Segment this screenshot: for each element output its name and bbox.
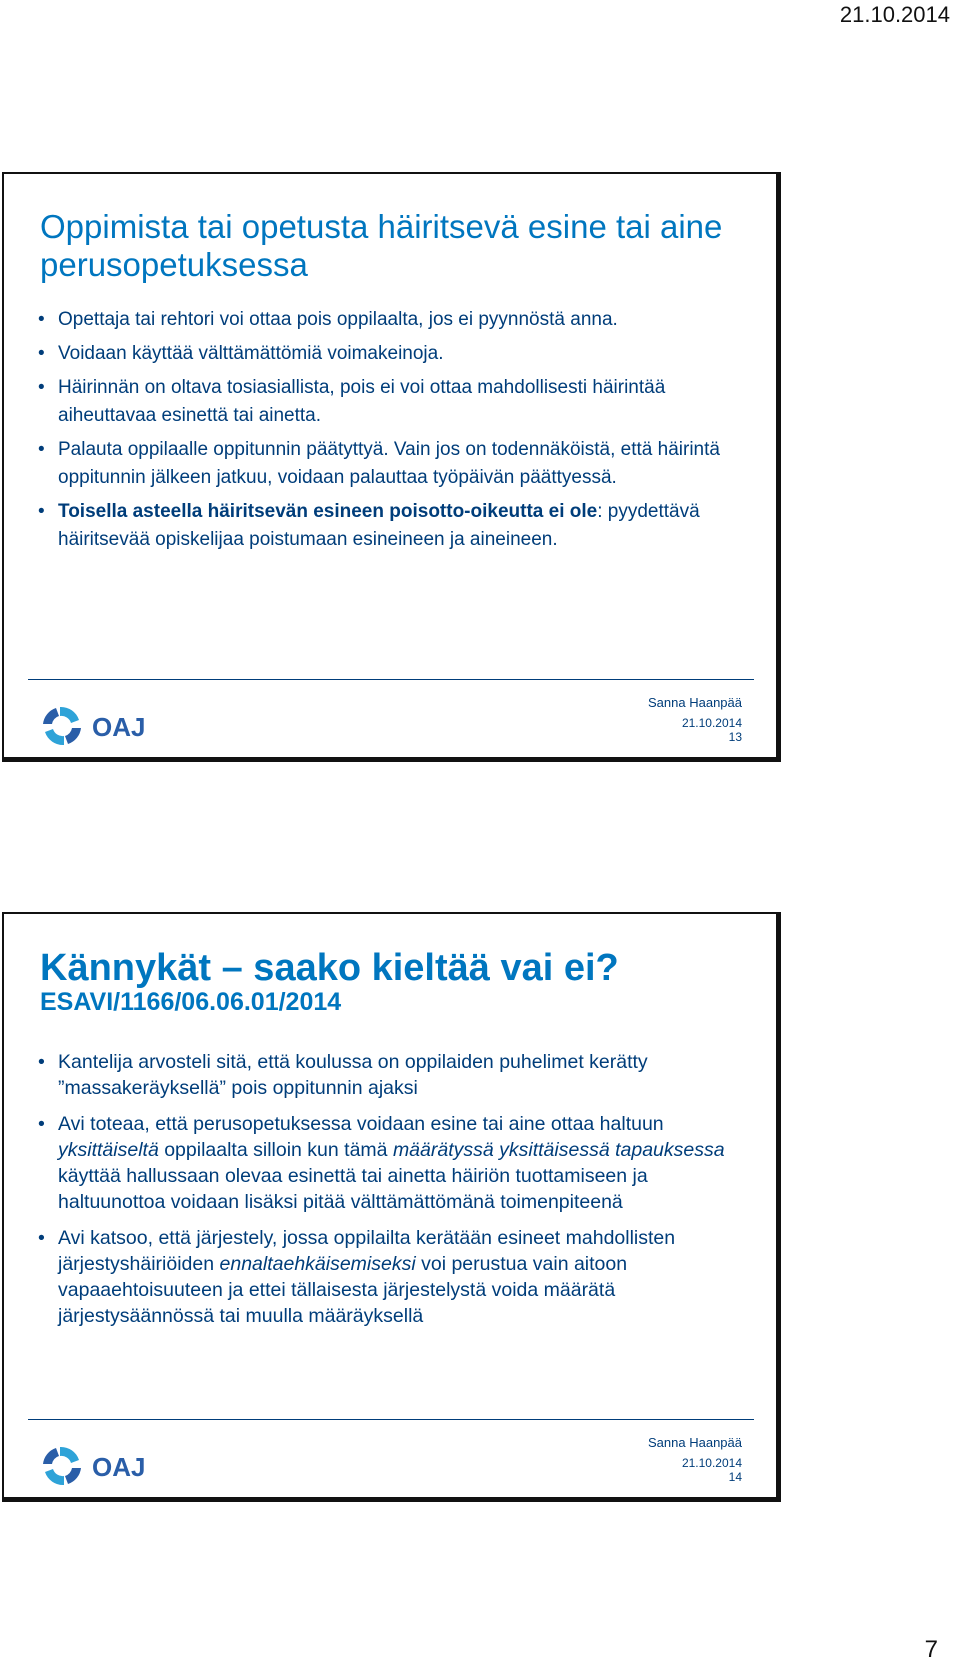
slide-14 [2, 912, 781, 1502]
list-item [38, 1049, 738, 1101]
author-name: Sanna Haanpää [648, 695, 742, 710]
bullet-text: Palauta oppilaalle oppitunnin päätyttyä. Vain jos on todennäköistä, että häirintä oppitunnin jälkeen jatkuu, voidaan palauttaa työpäivän päättyessä. [58, 439, 720, 488]
bullet-list [38, 1049, 738, 1339]
bullet-bold-text: Toisella asteella häiritsevän esineen poisotto-oikeutta ei ole [58, 501, 598, 522]
slide-date: 21.10.2014 [681, 1456, 742, 1470]
logo-text: OAJ [92, 712, 146, 742]
bullet-text: Avi toteaa, että perusopetuksessa voidaan esine tai aine ottaa haltuun [58, 1113, 664, 1135]
bullet-text: voi perustua vain aitoon vapaaehtoisuuteen ja ettei tällaisesta järjestelystä voida määrätä järjestysäännössä tai muulla määräyksellä [58, 1253, 628, 1327]
slide-date: 21.10.2014 [681, 716, 742, 730]
bullet-text: Avi katsoo, että järjestely, jossa oppilailta kerätään esineet mahdollisten järjestyshäiriöiden [58, 1227, 676, 1275]
bullet-italic-text: määrätyssä yksittäisessä tapauksessa [392, 1139, 725, 1161]
bullet-italic-text: yksittäiseltä [58, 1139, 159, 1161]
footer-divider [28, 679, 754, 680]
oaj-swirl-logo-icon [40, 704, 180, 748]
bullet-italic-text: ennaltaehkäisemiseksi [219, 1253, 416, 1275]
list-item [38, 436, 738, 492]
slide-number: 14 [728, 1470, 742, 1484]
slide-footer-meta [648, 694, 742, 744]
slide-subtitle: ESAVI/1166/06.06.01/2014 [40, 988, 342, 1016]
slide-title: Kännykät – saako kieltää vai ei? [40, 947, 619, 989]
list-item [38, 498, 738, 554]
list-item [38, 306, 738, 334]
list-item [38, 1111, 738, 1215]
bullet-text: Kantelija arvosteli sitä, että koulussa on oppilaiden puhelimet kerätty ”massakeräyksellä” pois oppitunnin ajaksi [58, 1051, 648, 1099]
bullet-list [38, 306, 738, 560]
list-item [38, 340, 738, 368]
footer-divider [28, 1419, 754, 1420]
bullet-text: Voidaan käyttää välttämättömiä voimakeinoja. [58, 343, 444, 364]
page-number: 7 [924, 1636, 938, 1663]
author-name: Sanna Haanpää [648, 1435, 742, 1450]
bullet-text: Opettaja tai rehtori voi ottaa pois oppilaalta, jos ei pyynnöstä anna. [58, 309, 618, 330]
bullet-text: : pyydettävä häiritsevää opiskelijaa poistumaan esineineen ja aineineen. [58, 501, 700, 550]
list-item [38, 1225, 738, 1329]
page-date: 21.10.2014 [839, 2, 950, 27]
logo-text: OAJ [92, 1452, 146, 1482]
oaj-logo [40, 704, 180, 748]
oaj-swirl-logo-icon [40, 1444, 180, 1488]
slide-footer-meta [648, 1434, 742, 1484]
list-item [38, 374, 738, 430]
oaj-logo [40, 1444, 180, 1488]
slide-title: Oppimista tai opetusta häiritsevä esine tai aine perusopetuksessa [40, 208, 723, 283]
bullet-text: käyttää hallussaan olevaa esinettä tai ainetta häiriön tuottamiseen ja haltuunottoa voidaan lisäksi pitää välttämättömänä toimenpiteenä [58, 1165, 648, 1213]
bullet-text: Häirinnän on oltava tosiasiallista, pois ei voi ottaa mahdollisesti häirintää aiheuttavaa esinettä tai ainetta. [58, 377, 666, 426]
bullet-text: oppilaalta silloin kun tämä [158, 1139, 393, 1161]
slide-13 [2, 172, 781, 762]
slide-number: 13 [728, 730, 742, 744]
